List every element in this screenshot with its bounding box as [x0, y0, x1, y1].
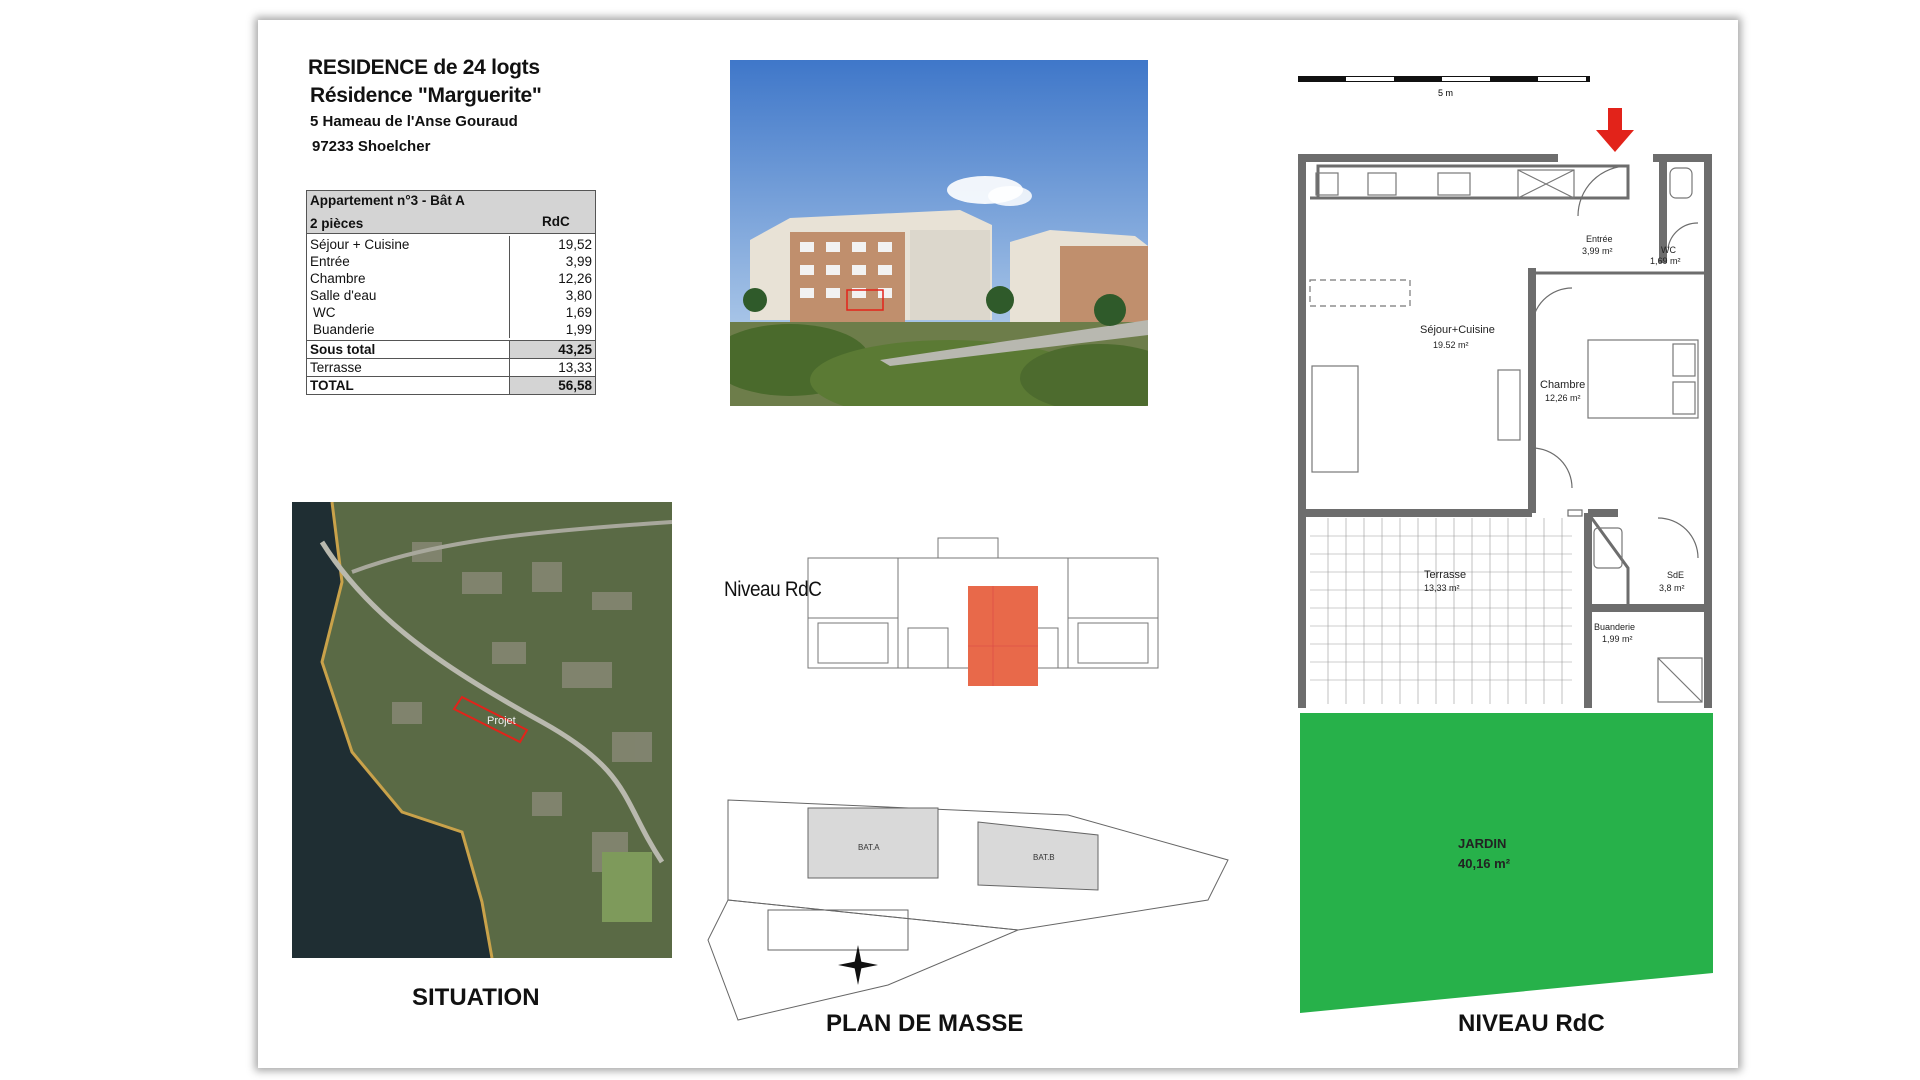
table-row [307, 287, 595, 304]
area-table-title: Appartement n°3 - Bât A [310, 193, 465, 208]
room-area-wc: 1,69 m² [1650, 256, 1681, 266]
bat-a-label: BAT.A [858, 843, 880, 852]
row-value: 19,52 [558, 237, 592, 252]
room-name-buanderie: Buanderie [1594, 622, 1636, 632]
entrance-arrow-icon [1596, 108, 1634, 152]
site-plan [688, 760, 1248, 1030]
total-row [307, 377, 595, 394]
caption-plan-masse: PLAN DE MASSE [826, 1010, 1024, 1037]
scale-label: 5 m [1438, 88, 1454, 98]
area-table [306, 190, 596, 395]
area-table-rooms [307, 234, 595, 341]
situation-aerial-map [292, 502, 672, 958]
aerial-photo [292, 502, 672, 958]
garden-name: JARDIN [1458, 836, 1507, 851]
table-row [307, 304, 595, 321]
highlighted-apartment [968, 586, 1038, 686]
table-row [307, 236, 595, 253]
row-label: Entrée [307, 253, 510, 270]
row-value: 3,80 [565, 288, 592, 303]
header-city: 97233 Shoelcher [312, 138, 431, 155]
caption-situation: SITUATION [412, 984, 540, 1011]
caption-niveau-small: Niveau RdC [724, 578, 822, 601]
terrace-area [1310, 518, 1572, 704]
area-table-level: RdC [542, 214, 570, 229]
room-name-terrasse: Terrasse [1424, 569, 1467, 581]
row-label: Salle d'eau [307, 287, 510, 304]
room-area-buanderie: 1,99 m² [1602, 634, 1633, 644]
row-label: WC [307, 304, 510, 321]
subtotal-row [307, 341, 595, 359]
row-label: TOTAL [307, 377, 510, 394]
document-sheet [258, 20, 1738, 1068]
scale-bar [1298, 76, 1590, 98]
building-level-plan [798, 528, 1168, 688]
row-value: 3,99 [565, 254, 592, 269]
room-name-sejour: Séjour+Cuisine [1420, 324, 1495, 336]
caption-niveau: NIVEAU RdC [1458, 1010, 1605, 1037]
room-area-terrasse: 13,33 m² [1424, 583, 1460, 593]
row-label: Terrasse [307, 359, 510, 376]
bat-b-label: BAT.B [1033, 853, 1055, 862]
row-value: 43,25 [510, 341, 595, 358]
row-label: Sous total [307, 341, 510, 358]
table-row [307, 270, 595, 287]
terrace-row [307, 359, 595, 377]
room-name-sde: SdE [1667, 570, 1685, 580]
row-label: Chambre [307, 270, 510, 287]
area-table-header [307, 191, 595, 234]
room-area-entree: 3,99 m² [1582, 246, 1613, 256]
row-value: 1,69 [565, 305, 592, 320]
room-area-sde: 3,8 m² [1659, 583, 1685, 593]
room-name-chambre: Chambre [1540, 379, 1586, 391]
table-row [307, 321, 595, 338]
row-value: 56,58 [510, 377, 595, 394]
garden-area-value: 40,16 m² [1458, 856, 1511, 871]
row-value: 12,26 [558, 271, 592, 286]
row-label: Séjour + Cuisine [307, 236, 510, 253]
floor-plan [1288, 48, 1718, 1028]
header-address: 5 Hameau de l'Anse Gouraud [310, 113, 518, 130]
row-value: 1,99 [565, 322, 592, 337]
header-name: Résidence "Marguerite" [310, 84, 542, 107]
table-row [307, 253, 595, 270]
room-name-wc: WC [1661, 245, 1676, 255]
room-name-entree: Entrée [1586, 234, 1613, 244]
compass-icon [838, 945, 878, 985]
building-rendering [730, 60, 1148, 406]
header-residence: RESIDENCE de 24 logts [308, 56, 540, 79]
row-value: 13,33 [558, 360, 592, 375]
room-area-sejour: 19.52 m² [1433, 340, 1469, 350]
room-area-chambre: 12,26 m² [1545, 393, 1581, 403]
row-label: Buanderie [307, 321, 510, 338]
building-rendering-image [730, 60, 1148, 406]
area-table-subtitle: 2 pièces [310, 216, 364, 231]
project-label: Projet [487, 715, 516, 727]
